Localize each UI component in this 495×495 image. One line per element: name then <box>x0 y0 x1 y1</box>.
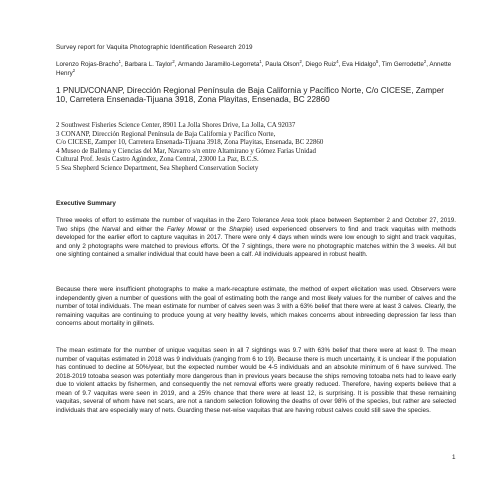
author-name: Barbara L. Taylor <box>124 61 173 68</box>
page-number: 1 <box>452 454 456 461</box>
affiliation-line: 5 Sea Shepherd Science Department, Sea Shepherd Conservation Society <box>56 164 259 172</box>
ship-name: Sharpie <box>228 225 251 233</box>
author-name: Tim Gerrodette <box>381 61 424 68</box>
author-list <box>56 60 456 78</box>
author-name: Annette Henry <box>56 61 452 77</box>
author-name: Diego Ruiz <box>305 61 337 68</box>
author-separator: , <box>174 61 178 68</box>
section-heading: Executive Summary <box>56 200 116 207</box>
ship-name: Farley Mowat <box>166 225 206 233</box>
author-affiliation-mark: 1 <box>259 58 262 64</box>
author-affiliation-mark: 2 <box>72 67 76 73</box>
author-separator: , <box>301 61 306 68</box>
affiliation-line: C/o CICESE, Zamper 10, Carretera Ensenada-Tijuana 3918, Zona Playitas, Ensenada, BC 22860 <box>56 139 324 146</box>
author-affiliation-mark: 4 <box>336 58 339 64</box>
author-separator: , <box>261 61 266 68</box>
text-run: and either the <box>120 225 167 233</box>
author-separator: , <box>378 61 382 68</box>
author-separator: , <box>338 61 343 68</box>
affiliation-line: 4 Museo de Ballena y Ciencias del Mar, Navarro s/n entre Altamirano y Gómez Farías Unidad <box>56 147 316 155</box>
affiliation-1: 1 PNUD/CONANP, Dirección Regional Península de Baja California y Pacífico Norte, C/o CICESE, Zamper 10, Carretera Ensenada-Tijuana 3918, Zona Playitas, Ensenada, BC 22860 <box>56 86 445 105</box>
paragraph-text: Because there were insufficient photographs to make a mark-recapture estimate, the method of expert elicitation was used. Observers were independently given a number of questions with the goal of estimating both the range and most likely values for the number of calves and the number of total individuals. The mean estimate for number of calves seen was 3 with a 63% belief that there were at least 3 calves. Clearly, the remaining vaquitas are continuing to produce young at very healthy levels, which makes concerns about inbreeding depression far less than concerns about mortality in gillnets. <box>56 286 456 327</box>
author-name: Paula Olson <box>265 61 300 68</box>
summary-paragraph-1 <box>56 217 456 260</box>
affiliation-line: 3 CONANP, Dirección Regional Península de Baja California y Pacífico Norte, <box>56 130 276 138</box>
author-name: Armando Jaramillo-Legorreta <box>177 61 260 68</box>
ship-name: Narval <box>101 225 121 233</box>
summary-paragraph-2 <box>56 286 456 329</box>
affiliation-line: Cultural Prof. Jesús Castro Agúndez, Zona Central, 23000 La Paz, B.C.S. <box>56 156 259 163</box>
summary-paragraph-3 <box>56 347 456 415</box>
affiliation-line: 2 Southwest Fisheries Science Center, 8901 La Jolla Shores Drive, La Jolla, CA 92037 <box>56 122 296 129</box>
author-affiliation-mark: 2 <box>299 58 302 64</box>
text-run: or the <box>205 225 229 233</box>
author-separator: , <box>426 61 430 68</box>
author-affiliation-mark: 2 <box>172 58 175 64</box>
author-separator: , <box>121 61 125 68</box>
report-title: Survey report for Vaquita Photographic Identification Research 2019 <box>56 44 253 51</box>
text-run: Three weeks of effort to estimate the number of vaquitas in the Zero Tolerance Area took place between September 2 and October 27, 2019. Two ships (the <box>56 217 456 233</box>
author-name: Lorenzo Rojas-Bracho <box>56 61 119 68</box>
author-affiliation-mark: 5 <box>376 58 379 64</box>
text-run: ) used experienced observers to find and track vaquitas with methods developed for the earlier effort to capture vaquitas in 2017. There were only 4 days when winds were low enough to sight and track vaquitas, and only 2 photographs were matched to previous efforts. Of the 7 sightings, there were no photographic matches within the 3 weeks. All but one sighting contained a smaller individual that could have been a calf. All individuals appeared in robust health. <box>56 225 456 258</box>
author-name: Eva Hidalgo <box>342 61 377 68</box>
author-affiliation-mark: 2 <box>423 58 427 64</box>
author-affiliation-mark: 1 <box>118 58 121 64</box>
paragraph-text: The mean estimate for the number of unique vaquitas seen in all 7 sightings was 9.7 with 63% belief that there were at least 9. The mean number of vaquitas estimated in 2018 was 9 individuals (ranging from 6 to 19). Because there is much uncertainty, it is unclear if the population has continued to decline at 50%/year, but the expected number would be 4-5 individuals and an absolute minimum of 6 have survived. The 2018-2019 totoaba season was potentially more dangerous than in previous years because the ships removing totoaba nets had to leave early due to violent attacks by fishermen, and consequently the net removal efforts were greatly reduced. Therefore, having experts believe that a mean of 9.7 vaquitas were seen in 2019, and a 25% chance that there were at least 12, is surprising. It is possible that these remaining vaquitas, several of whom have net scars, are not a random selection following the deaths of over 98% of the species, but rather are selected individuals that are especially wary of nets. Guarding these net-wise vaquitas that are having robust calves could still save the species. <box>56 347 456 414</box>
